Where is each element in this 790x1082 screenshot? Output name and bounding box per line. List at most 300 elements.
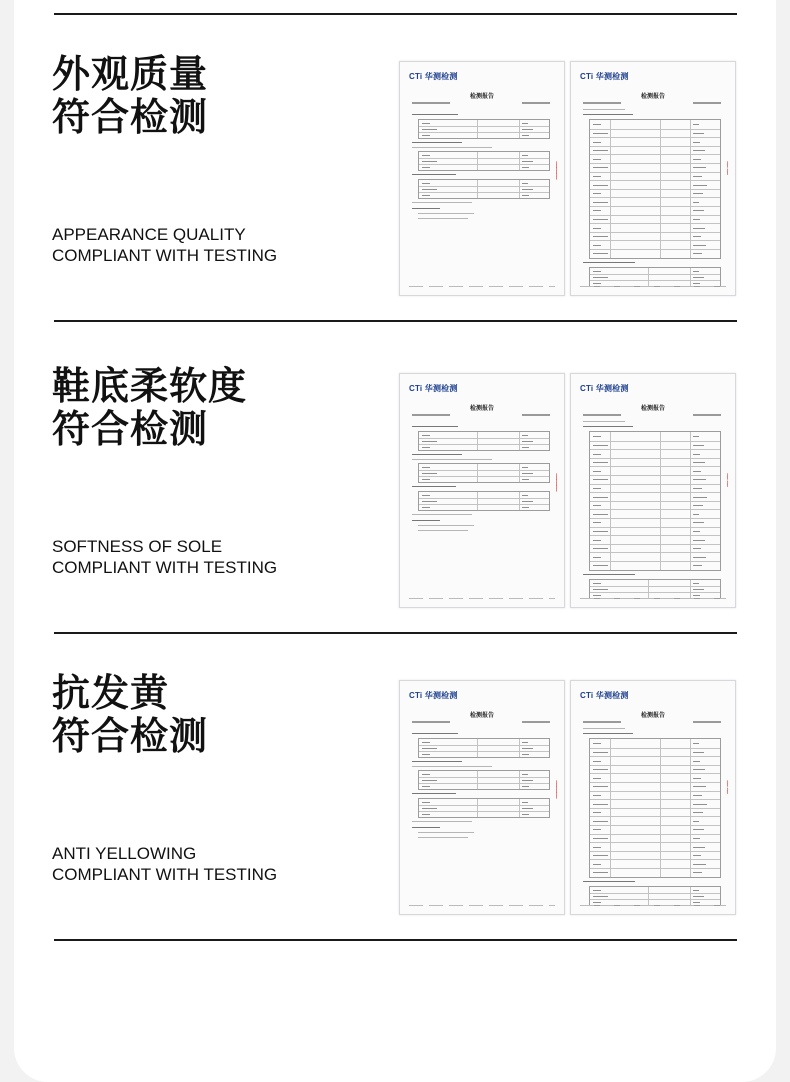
- report-heading-line: [412, 793, 456, 794]
- table-text: [693, 821, 699, 822]
- report-text-line: [418, 213, 474, 214]
- table-rule: [419, 186, 549, 187]
- title-line: 外观质量: [52, 52, 209, 96]
- table-text: [593, 283, 601, 284]
- table-text: [422, 161, 437, 162]
- table-rule: [419, 805, 549, 806]
- table-text: [522, 161, 533, 162]
- table-text: [522, 748, 533, 749]
- table-text: [522, 441, 533, 442]
- table-column-rule: [690, 580, 691, 598]
- table-text: [593, 864, 601, 865]
- table-text: [593, 514, 608, 515]
- table-text: [693, 786, 706, 787]
- table-text: [693, 514, 699, 515]
- report-text-line: [583, 728, 625, 729]
- table-text: [693, 583, 699, 584]
- cti-logo: CTi 华测检测: [409, 72, 458, 81]
- table-text: [693, 462, 705, 463]
- table-text: [593, 821, 608, 822]
- section-title: [52, 53, 208, 139]
- report-meta: [693, 414, 721, 416]
- report-text-line: [418, 530, 468, 531]
- table-text: [422, 167, 430, 168]
- report-title: 检测报告: [640, 93, 665, 100]
- report-page-1: [399, 373, 565, 608]
- table-text: [593, 228, 601, 229]
- report-heading-line: [412, 174, 456, 175]
- table-column-rule: [519, 180, 520, 198]
- table-text: [593, 804, 608, 805]
- table-text: [593, 540, 601, 541]
- table-column-rule: [660, 739, 661, 877]
- table-text: [593, 454, 601, 455]
- section-appearance-quality: [0, 13, 790, 303]
- table-text: [593, 219, 608, 220]
- subtitle-line: APPEARANCE QUALITY: [52, 225, 246, 244]
- table-text: [522, 123, 528, 124]
- section-anti-yellowing: [0, 632, 790, 922]
- table-text: [522, 742, 528, 743]
- table-text: [693, 124, 699, 125]
- table-text: [422, 748, 437, 749]
- table-text: [693, 804, 707, 805]
- table-text: [593, 497, 608, 498]
- table-column-rule: [690, 887, 691, 905]
- table-text: [693, 471, 701, 472]
- table-text: [693, 193, 703, 194]
- table-text: [693, 277, 704, 278]
- report-table: [589, 119, 721, 259]
- table-text: [593, 786, 608, 787]
- subtitle-line: COMPLIANT WITH TESTING: [52, 246, 278, 265]
- table-text: [693, 488, 702, 489]
- table-rule: [419, 164, 549, 165]
- table-text: [693, 271, 699, 272]
- report-table: [589, 579, 721, 599]
- table-rule: [419, 745, 549, 746]
- report-meta: [693, 721, 721, 723]
- report-title: 检测报告: [640, 405, 665, 412]
- report-meta: [693, 102, 721, 104]
- report-text-line: [412, 459, 492, 460]
- table-text: [522, 808, 533, 809]
- report-heading-line: [412, 208, 440, 209]
- table-text: [693, 159, 701, 160]
- table-text: [422, 183, 430, 184]
- report-text-line: [418, 525, 474, 526]
- table-text: [422, 129, 437, 130]
- table-text: [593, 522, 601, 523]
- report-heading-line: [583, 574, 635, 575]
- table-text: [693, 761, 700, 762]
- table-column-rule: [519, 464, 520, 482]
- title-line: 符合检测: [52, 95, 209, 139]
- table-text: [422, 473, 437, 474]
- report-meta: [412, 721, 450, 723]
- table-text: [593, 202, 608, 203]
- table-text: [693, 176, 702, 177]
- report-table: [418, 463, 550, 483]
- section-subtitle: [52, 536, 277, 578]
- report-heading-line: [583, 881, 635, 882]
- table-text: [593, 565, 608, 566]
- table-text: [693, 245, 706, 246]
- title-line: 抗发黄: [52, 671, 170, 715]
- report-meta: [583, 414, 621, 416]
- table-text: [422, 123, 430, 124]
- table-text: [593, 548, 608, 549]
- table-text: [693, 454, 700, 455]
- table-text: [593, 761, 601, 762]
- table-text: [593, 488, 601, 489]
- report-heading-line: [412, 733, 458, 734]
- table-text: [693, 829, 704, 830]
- table-rule: [590, 274, 720, 275]
- table-rule: [419, 470, 549, 471]
- table-text: [693, 185, 707, 186]
- table-text: [422, 814, 430, 815]
- table-text: [522, 774, 528, 775]
- stamp-mark: ⁓⁓⁓: [553, 162, 561, 180]
- table-text: [693, 743, 699, 744]
- table-text: [593, 838, 608, 839]
- table-column-rule: [690, 268, 691, 286]
- table-column-rule: [648, 268, 649, 286]
- table-text: [522, 501, 533, 502]
- table-text: [593, 812, 601, 813]
- table-text: [693, 838, 700, 839]
- stamp-mark: ⁓ ⁓: [724, 162, 732, 176]
- cti-logo: CTi 华测检测: [580, 384, 629, 393]
- report-table: [418, 179, 550, 199]
- table-text: [593, 253, 608, 254]
- table-column-rule: [477, 799, 478, 817]
- table-rule: [419, 498, 549, 499]
- stamp-mark: ⁓⁓⁓: [553, 474, 561, 492]
- table-text: [593, 795, 601, 796]
- table-column-rule: [477, 771, 478, 789]
- report-meta: [412, 414, 450, 416]
- table-text: [522, 507, 529, 508]
- table-text: [593, 176, 601, 177]
- table-text: [593, 752, 608, 753]
- report-heading-line: [583, 114, 633, 115]
- table-text: [593, 769, 608, 770]
- table-text: [522, 467, 528, 468]
- table-text: [693, 589, 704, 590]
- table-text: [593, 193, 601, 194]
- report-footer: [409, 598, 555, 599]
- table-text: [693, 565, 702, 566]
- table-text: [693, 896, 704, 897]
- table-text: [693, 855, 701, 856]
- report-heading-line: [583, 426, 633, 427]
- table-text: [593, 445, 608, 446]
- table-text: [693, 864, 706, 865]
- table-text: [593, 471, 601, 472]
- table-text: [422, 501, 437, 502]
- table-rule: [419, 192, 549, 193]
- table-text: [422, 742, 430, 743]
- report-footer: [580, 598, 726, 599]
- report-heading-line: [412, 761, 462, 762]
- subtitle-line: COMPLIANT WITH TESTING: [52, 558, 278, 577]
- table-text: [522, 786, 529, 787]
- table-text: [593, 583, 601, 584]
- subtitle-line: ANTI YELLOWING: [52, 844, 197, 863]
- table-text: [522, 135, 529, 136]
- table-text: [422, 189, 437, 190]
- table-text: [693, 540, 705, 541]
- table-text: [593, 479, 608, 480]
- cti-logo: CTi 华测检测: [409, 691, 458, 700]
- table-text: [522, 195, 529, 196]
- table-text: [593, 902, 601, 903]
- table-text: [693, 902, 700, 903]
- table-column-rule: [610, 120, 611, 258]
- report-table: [589, 267, 721, 287]
- table-text: [422, 808, 437, 809]
- stamp-mark: ⁓ ⁓: [724, 781, 732, 795]
- report-meta: [583, 102, 621, 104]
- report-meta: [412, 102, 450, 104]
- table-column-rule: [519, 152, 520, 170]
- table-column-rule: [477, 120, 478, 138]
- table-text: [693, 890, 699, 891]
- report-table: [418, 738, 550, 758]
- report-heading-line: [583, 733, 633, 734]
- report-heading-line: [412, 520, 440, 521]
- table-text: [522, 447, 529, 448]
- report-table: [418, 798, 550, 818]
- table-text: [693, 236, 701, 237]
- table-text: [422, 802, 430, 803]
- table-text: [422, 195, 430, 196]
- section-title: [52, 365, 247, 451]
- table-rule: [419, 132, 549, 133]
- table-rule: [419, 751, 549, 752]
- table-text: [422, 435, 430, 436]
- table-text: [593, 210, 601, 211]
- table-column-rule: [477, 492, 478, 510]
- table-column-rule: [519, 492, 520, 510]
- table-text: [522, 754, 529, 755]
- table-text: [593, 847, 601, 848]
- table-column-rule: [477, 152, 478, 170]
- report-footer: [580, 905, 726, 906]
- table-text: [422, 786, 430, 787]
- table-text: [522, 802, 528, 803]
- table-rule: [419, 811, 549, 812]
- report-title: 检测报告: [469, 712, 494, 719]
- stamp-mark: ⁓ ⁓: [724, 474, 732, 488]
- table-text: [693, 436, 699, 437]
- table-rule: [419, 158, 549, 159]
- report-text-line: [412, 514, 472, 515]
- table-text: [593, 245, 601, 246]
- table-rule: [590, 893, 720, 894]
- report-text-line: [418, 832, 474, 833]
- subtitle-line: COMPLIANT WITH TESTING: [52, 865, 278, 884]
- report-footer: [409, 905, 555, 906]
- report-table: [589, 886, 721, 906]
- report-page-2: [570, 373, 736, 608]
- report-title: 检测报告: [469, 405, 494, 412]
- table-text: [593, 236, 608, 237]
- table-text: [693, 548, 701, 549]
- table-text: [593, 462, 608, 463]
- table-column-rule: [648, 887, 649, 905]
- table-text: [522, 155, 528, 156]
- cti-logo: CTi 华测检测: [580, 72, 629, 81]
- table-column-rule: [477, 432, 478, 450]
- table-text: [522, 473, 533, 474]
- report-page-2: [570, 61, 736, 296]
- table-text: [422, 774, 430, 775]
- section-subtitle: [52, 843, 277, 885]
- table-rule: [590, 586, 720, 587]
- table-text: [693, 253, 702, 254]
- report-text-line: [583, 421, 625, 422]
- table-text: [593, 557, 601, 558]
- report-text-line: [418, 218, 468, 219]
- table-column-rule: [519, 771, 520, 789]
- report-heading-line: [412, 486, 456, 487]
- table-rule: [419, 504, 549, 505]
- table-text: [522, 167, 529, 168]
- section-sole-softness: [0, 325, 790, 615]
- table-text: [522, 814, 529, 815]
- table-column-rule: [690, 120, 691, 258]
- title-line: 鞋底柔软度: [52, 364, 248, 408]
- report-footer: [580, 286, 726, 287]
- table-text: [693, 812, 703, 813]
- report-meta: [522, 414, 550, 416]
- table-text: [693, 219, 700, 220]
- table-text: [693, 795, 702, 796]
- cti-logo: CTi 华测检测: [409, 384, 458, 393]
- table-column-rule: [477, 180, 478, 198]
- table-rule: [419, 476, 549, 477]
- table-text: [693, 133, 704, 134]
- table-text: [593, 778, 601, 779]
- table-text: [693, 167, 706, 168]
- table-text: [422, 441, 437, 442]
- cti-logo: CTi 华测检测: [580, 691, 629, 700]
- report-title: 检测报告: [469, 93, 494, 100]
- table-text: [593, 531, 608, 532]
- table-text: [693, 778, 701, 779]
- table-rule: [419, 783, 549, 784]
- report-heading-line: [583, 262, 635, 263]
- table-text: [522, 183, 528, 184]
- table-column-rule: [648, 580, 649, 598]
- report-heading-line: [412, 426, 458, 427]
- table-column-rule: [519, 799, 520, 817]
- divider-1: [54, 320, 737, 322]
- table-rule: [419, 438, 549, 439]
- table-text: [693, 479, 706, 480]
- report-heading-line: [412, 114, 458, 115]
- report-table: [418, 770, 550, 790]
- subtitle-line: SOFTNESS OF SOLE: [52, 537, 223, 556]
- report-meta: [522, 102, 550, 104]
- table-text: [593, 890, 601, 891]
- table-rule: [419, 126, 549, 127]
- table-column-rule: [690, 432, 691, 570]
- table-text: [693, 445, 704, 446]
- table-text: [693, 522, 704, 523]
- table-text: [593, 271, 601, 272]
- table-column-rule: [610, 432, 611, 570]
- report-table: [418, 431, 550, 451]
- table-text: [593, 124, 601, 125]
- divider-bottom: [54, 939, 737, 941]
- section-title: [52, 672, 208, 758]
- table-text: [422, 507, 430, 508]
- table-rule: [419, 444, 549, 445]
- table-text: [693, 497, 707, 498]
- title-line: 符合检测: [52, 714, 209, 758]
- table-text: [422, 780, 437, 781]
- table-text: [693, 228, 705, 229]
- report-page-1: [399, 61, 565, 296]
- table-text: [422, 754, 430, 755]
- table-column-rule: [610, 739, 611, 877]
- table-text: [593, 505, 601, 506]
- table-text: [593, 855, 608, 856]
- table-column-rule: [519, 739, 520, 757]
- table-column-rule: [690, 739, 691, 877]
- table-text: [422, 495, 430, 496]
- table-text: [593, 595, 601, 596]
- report-page-2: [570, 680, 736, 915]
- stamp-mark: ⁓⁓⁓: [553, 781, 561, 799]
- table-column-rule: [477, 739, 478, 757]
- table-text: [693, 595, 700, 596]
- table-text: [593, 167, 608, 168]
- table-text: [593, 159, 601, 160]
- table-text: [693, 505, 703, 506]
- table-text: [593, 829, 601, 830]
- table-text: [593, 185, 608, 186]
- table-text: [422, 479, 430, 480]
- table-text: [693, 769, 705, 770]
- report-title: 检测报告: [640, 712, 665, 719]
- report-table: [589, 431, 721, 571]
- table-column-rule: [519, 120, 520, 138]
- report-text-line: [412, 202, 472, 203]
- table-text: [522, 129, 533, 130]
- report-table: [418, 119, 550, 139]
- table-rule: [590, 592, 720, 593]
- table-text: [422, 467, 430, 468]
- table-text: [522, 189, 533, 190]
- table-text: [593, 872, 608, 873]
- report-footer: [409, 286, 555, 287]
- table-text: [593, 133, 608, 134]
- table-column-rule: [660, 432, 661, 570]
- table-column-rule: [519, 432, 520, 450]
- report-table: [418, 491, 550, 511]
- table-text: [422, 135, 430, 136]
- section-subtitle: [52, 224, 277, 266]
- table-text: [593, 589, 608, 590]
- table-text: [593, 277, 608, 278]
- table-column-rule: [477, 464, 478, 482]
- report-heading-line: [412, 142, 462, 143]
